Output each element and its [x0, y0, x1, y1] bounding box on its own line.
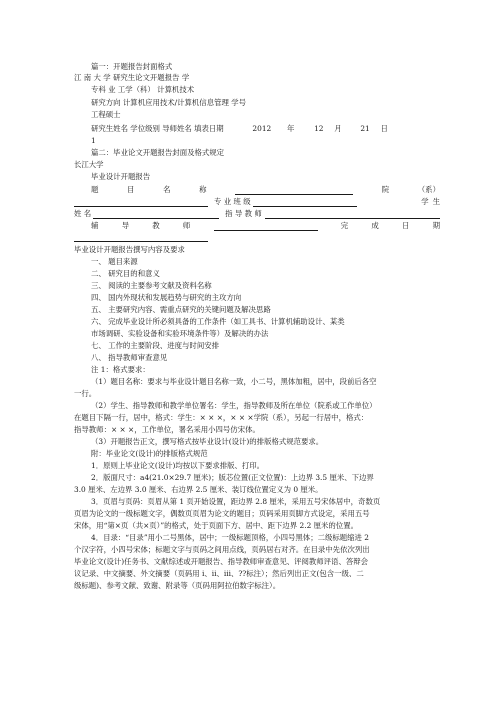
name-blank	[93, 210, 219, 219]
note-title: 注 1：格式要求：	[91, 365, 150, 374]
note-2-line: 在题目下隔一行，居中，格式：学生：× × ×，× × ×学院（系），另起一行居中，格式：	[74, 413, 369, 422]
label-cheng: 称	[199, 185, 207, 194]
rule-4-line: 4．目录：“目录”用小二号黑体，居中；一级标题顶格，小四号黑体；二级标题缩进 2	[91, 533, 369, 542]
student-info-line	[91, 124, 388, 134]
label-ri: 日	[401, 221, 410, 230]
rule-1: 1．原则上毕业论文(设计)均按以下要求排版、打印。	[91, 461, 265, 470]
month-unit: 月	[334, 124, 342, 133]
list-item: 二、 研究目的和意义	[91, 269, 160, 278]
label-ti: 题	[91, 185, 99, 194]
list-item: 七、 工作的主要阶段、进度与时间安排	[91, 341, 219, 350]
rule-4-line: 个汉字符，小四号宋体；标题文字与页码之间用点线，页码居右对齐。在目录中先依次列出	[74, 545, 370, 554]
assistant-blank	[214, 222, 318, 231]
label-jiao: 教	[152, 221, 160, 230]
appendix-title: 附：毕业论文(设计)的排版格式规范	[91, 449, 208, 458]
label-yuan: 院	[381, 185, 390, 194]
research-direction-line: 研究方向 计算机应用技术/计算机信息管理 学号	[91, 98, 247, 107]
label-fu: 辅	[91, 221, 99, 230]
label-qi: 期	[432, 221, 440, 230]
note-1-line: 一行。	[74, 389, 97, 398]
label-ming: 名	[163, 185, 171, 194]
rule-4-line: 级标题)、参考文献、致谢、附录等（页码用阿拉伯数字标注）。	[74, 581, 281, 590]
note-1-line: （1）题目名称：要求与毕业设计题目名称一致，小二号，黑体加粗，居中，段前后各空	[91, 377, 377, 386]
advisor-blank	[265, 210, 440, 219]
day-unit: 日	[380, 124, 388, 133]
title-blank	[235, 186, 353, 195]
fill-year: 2012	[252, 124, 272, 133]
list-item: 一、 题目来源	[91, 257, 138, 266]
form-row-major	[74, 197, 440, 207]
note-3-line: （3）开题报告正文，撰写格式按毕业设计(设计)的排版格式规范要求。	[91, 437, 324, 446]
label-shi: 师	[182, 221, 191, 230]
list-item-continued: 市场调研、实验设备和实验环境条件等）及解决的办法	[91, 329, 269, 338]
label-cheng2: 成	[371, 221, 379, 230]
rule-2-line: 2．版面尺寸：a4(21.0×29.7 厘米)；版芯位置(正文位置)：上边界 3.5 厘米、下边界	[91, 473, 374, 482]
list-item: 八、 指导教师审查意见	[91, 353, 168, 362]
rule-3-line: 页眉为论文的一级标题文字，偶数页页眉为论文的题目；页码采用页脚方式设定，采用五号	[74, 509, 370, 518]
university-line: 江 南 大 学 研究生论文开题报告 学	[74, 73, 190, 82]
year-unit: 年	[286, 124, 295, 133]
label-mu: 目	[127, 185, 135, 194]
list-item: 五、 主要研究内容、需重点研究的关键问题及解决思路	[91, 305, 271, 314]
label-sheng: 生	[432, 197, 440, 206]
label-xue: 学	[421, 197, 429, 206]
form-row-title	[91, 185, 440, 195]
list-item: 四、 国内外现状和发展趋势与研究的主攻方向	[91, 293, 242, 302]
section-heading-2: 篇二：毕业论文开题报告封面及格式规定	[91, 148, 225, 157]
list-item: 三、 阅读的主要参考文献及资料名称	[91, 281, 212, 290]
form-row-assistant	[91, 221, 440, 231]
label-advisor: 指 导 教 师	[225, 209, 262, 218]
student-info-labels: 研究生姓名 学位级别 导师姓名 填表日期	[91, 124, 224, 133]
note-2-line: 指导教师：× × ×，工作单位，署名采用小四号仿宋体。	[74, 425, 260, 434]
page-number: 1	[91, 136, 96, 145]
section-heading-1: 篇一：开题报告封面格式	[91, 62, 173, 71]
form-row-name	[74, 209, 440, 219]
date-blank	[74, 233, 208, 242]
label-xi: （系）	[417, 185, 440, 194]
note-2-line: （2）学生、指导教师和教学单位署名：学生，指导教师及所在单位（院系或工作单位）	[91, 401, 377, 410]
major-blank	[253, 198, 357, 207]
major-line: 专科 业 工学（科） 计算机技术	[91, 85, 195, 94]
fill-day: 21	[360, 124, 370, 133]
label-dao: 导	[121, 221, 130, 230]
dept-blank	[74, 198, 208, 207]
degree-line: 工程硕士	[91, 110, 121, 119]
rule-3-line: 宋体，用“第×页（共×页）”的格式，处于页面下方、居中、距下边界 2.2 厘米的位置。	[74, 521, 358, 530]
form-row-date	[74, 233, 208, 245]
label-name: 姓 名	[74, 209, 92, 218]
school-name: 长江大学	[74, 160, 104, 169]
rule-4-line: 毕业论文(设计)任务书、文献综述或开题报告、指导教师审查意见、评阅教师评语、答辩会	[74, 557, 369, 566]
fill-month: 12	[314, 124, 324, 133]
requirements-title: 毕业设计开题报告撰写内容及要求	[74, 245, 185, 254]
rule-4-line: 议记录、中文摘要、外文摘要（页码用 i、ii、iii、??标注）；然后列出正文(包含一级、二	[74, 569, 364, 578]
rule-3-line: 3．页眉与页码：页眉从第 1 页开始设置，距边界 2.8 厘米，采用五号宋体居中，奇数页	[91, 497, 381, 506]
label-major-class: 专 业 班 级	[214, 197, 251, 206]
label-wan: 完	[340, 221, 349, 230]
cover-title: 毕业设计开题报告	[91, 172, 151, 181]
rule-2-line: 3.0 厘米、左边界 3.0 厘米、右边界 2.5 厘米、装订线位置定义为 0 厘米。	[74, 485, 323, 494]
list-item: 六、 完成毕业设计所必须具备的工作条件（如工具书、计算机辅助设计、某类	[91, 317, 345, 326]
